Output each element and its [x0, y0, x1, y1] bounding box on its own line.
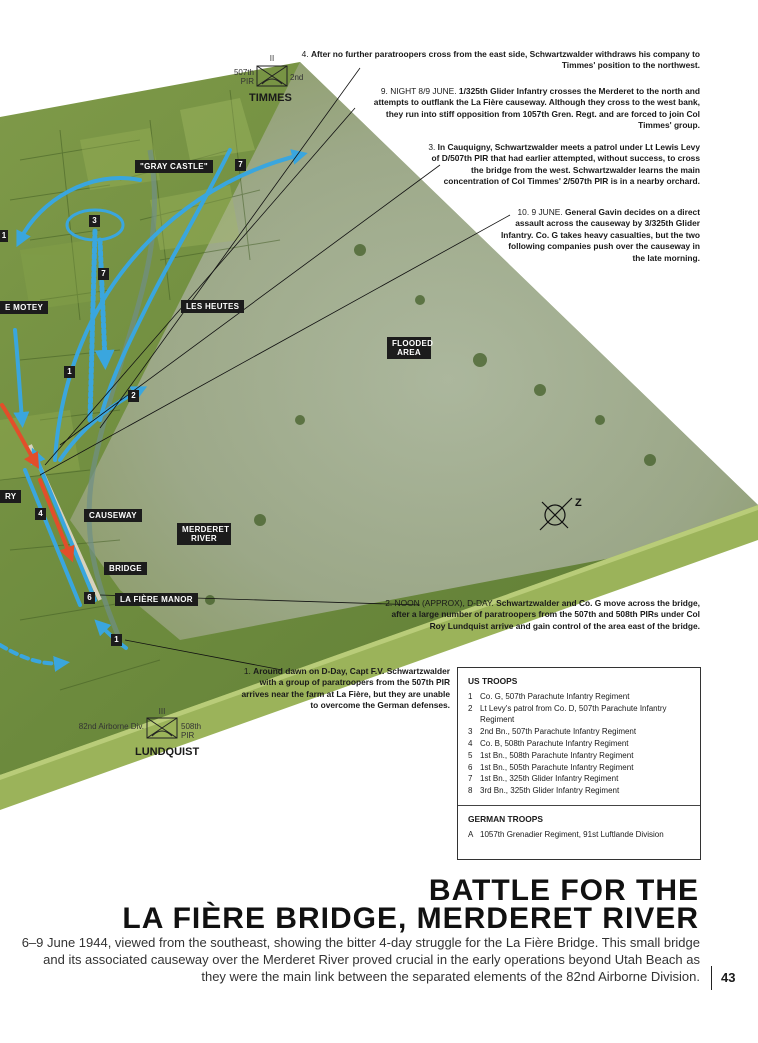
north-arrow-letter: Z: [575, 497, 582, 509]
label-edge-fragment: RY: [0, 490, 21, 503]
lundquist-left: 82nd Airborne Div.: [78, 722, 144, 731]
marker-2: 2: [128, 390, 139, 402]
marker-7-a: 7: [235, 159, 246, 171]
label-la-fiere-manor: LA FIÈRE MANOR: [115, 593, 198, 606]
page-number-rule: [711, 966, 712, 990]
legend-row: A 1057th Grenadier Regiment, 91st Luftlande Division: [468, 829, 664, 839]
legend-us-list: [468, 691, 690, 797]
page-number: 43: [721, 970, 736, 985]
legend-row: 3 2nd Bn., 507th Parachute Infantry Regiment: [468, 727, 637, 737]
label-merderet-river: MERDERET RIVER: [177, 523, 231, 545]
legend-row: 2 Lt Levy's patrol from Co. D, 507th Parachute Infantry Regiment: [468, 703, 667, 725]
legend-row: 4 Co. B, 508th Parachute Infantry Regiment: [468, 738, 629, 748]
legend: [457, 667, 701, 860]
label-flooded-area: FLOODED AREA: [387, 337, 431, 359]
legend-row: 6 1st Bn., 505th Parachute Infantry Regiment: [468, 762, 634, 772]
label-les-heutes: LES HEUTES: [181, 300, 244, 313]
label-le-motey: E MOTEY: [0, 301, 48, 314]
legend-us-title: US TROOPS: [468, 676, 518, 686]
marker-1-a: 1: [64, 366, 75, 378]
legend-divider: [458, 805, 700, 806]
timmes-echelon: II: [269, 54, 275, 63]
legend-row: 5 1st Bn., 508th Parachute Infantry Regiment: [468, 750, 634, 760]
annotation-2: 2. NOON (APPROX), D-DAY. Schwartzwalder and Co. G move across the bridge, after a large number of paratroopers from the 507th and 508th PIRs under Col Roy Lundquist arrive and gain control of the area east of the bridge.: [385, 598, 700, 631]
legend-row: 1 Co. G, 507th Parachute Infantry Regiment: [468, 691, 630, 701]
annotation-3: 3. In Cauquigny, Schwartzwalder meets a patrol under Lt Lewis Levy of D/507th PIR that had earlier attempted, without success, to cross the bridge from the west. Schwartzwalder learns the main concentration of Col Timmes' 2/507th PIR is in a nearby orchard.: [428, 142, 700, 187]
timmes-right: 2nd: [290, 73, 304, 82]
marker-1-c: 1: [1, 231, 7, 240]
legend-row: 8 3rd Bn., 325th Glider Infantry Regiment: [468, 786, 620, 796]
label-gray-castle: "GRAY CASTLE": [135, 160, 213, 173]
marker-6: 6: [84, 592, 95, 604]
page-title-line2: LA FIÈRE BRIDGE, MERDERET RIVER: [122, 902, 699, 935]
annotation-9: 9. NIGHT 8/9 JUNE. 1/325th Glider Infantry crosses the Merderet to the north and attempts to outflank the La Fière causeway. Although they cross to the west bank, they run into stiff opposition from 1057th Gren. Regt. and are forced to join Col Timmes' group.: [373, 86, 700, 131]
legend-row: 7 1st Bn., 325th Glider Infantry Regiment: [468, 774, 619, 784]
annotation-1: 1. Around dawn on D-Day, Capt F.V. Schwartzwalder with a group of paratroopers from the 507th PIR arrives near the farm at La Fière, but they are unable to overcome the German defenses.: [241, 666, 450, 711]
label-causeway: CAUSEWAY: [84, 509, 142, 522]
annotation-10: 10. 9 JUNE. General Gavin decides on a direct assault across the causeway by 3/325th Glider Infantry. Co. G takes heavy casualties, but the two following companies push over the causeway in the late morning.: [500, 207, 700, 263]
lundquist-right: 508th PIR: [181, 722, 202, 740]
marker-3: 3: [89, 215, 100, 227]
marker-4: 4: [35, 508, 46, 520]
timmes-left: 507th PIR: [233, 68, 254, 86]
marker-7-b: 7: [98, 268, 109, 280]
timmes-name: TIMMES: [249, 92, 292, 104]
legend-german-title: GERMAN TROOPS: [468, 813, 543, 824]
annotation-4: 4. After no further paratroopers cross from the east side, Schwartzwalder withdraws his company to Timmes' position to the northwest.: [301, 49, 700, 71]
marker-1-b: 1: [111, 634, 122, 646]
label-bridge: BRIDGE: [104, 562, 147, 575]
lundquist-echelon: III: [158, 707, 166, 716]
caption: 6–9 June 1944, viewed from the southeast, showing the bitter 4-day struggle for the La Fière Bridge. This small bridge and its associated causeway over the Merderet River proved crucial in the early operations beyond Utah Beach as they were the main link between the separated elements of the 82nd Airborne Division.: [21, 935, 700, 984]
lundquist-name: LUNDQUIST: [135, 746, 200, 758]
page-title-line1: BATTLE FOR THE: [428, 874, 699, 907]
